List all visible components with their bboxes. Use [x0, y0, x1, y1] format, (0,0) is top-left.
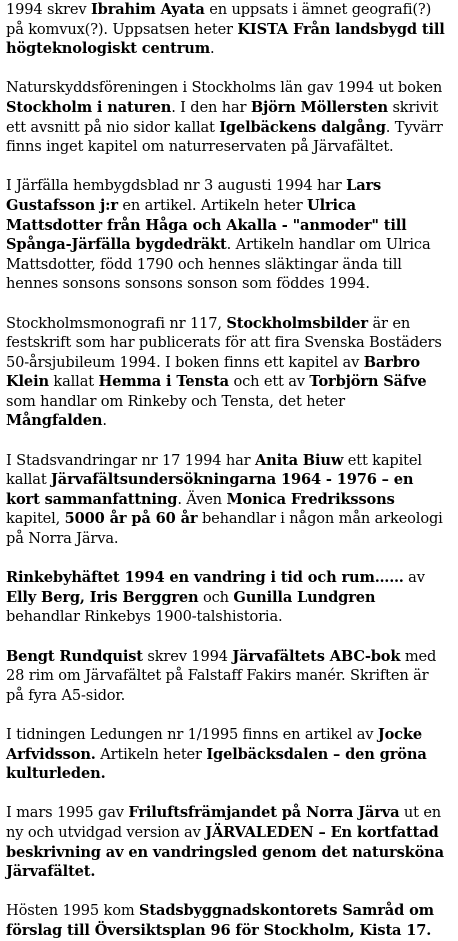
text-run: skrivit ett avsnitt på nio sidor kallat [6, 98, 439, 136]
text-run: kapitel, [6, 510, 65, 528]
bold-text: Friluftsfrämjandet på Norra Järva [128, 804, 400, 822]
text-run: kallat [48, 373, 99, 391]
bold-text: Elly Berg, Iris Berggren [6, 588, 199, 606]
paragraph [6, 451, 450, 549]
paragraph [6, 803, 450, 881]
bold-text: Igelbäcksdalen – den gröna kulturleden. [6, 745, 427, 783]
text-run: I Stadsvandringar nr 17 1994 har [6, 451, 255, 469]
bold-text: KISTA Från landsbygd till högteknologiskt centrum [6, 20, 445, 58]
text-run: Artikeln heter [95, 745, 207, 763]
text-run: är en festskrift som har publicerats för att fira Svenska Bostäders 50-årsjubileum 1994. I boken finns ett kapitel av [6, 314, 442, 371]
bold-text: Torbjörn Säfve [309, 373, 427, 391]
bold-text: Rinkebyhäftet 1994 en vandring i tid och rum…… [6, 569, 404, 587]
text-run: Hösten 1995 kom [6, 902, 140, 920]
bold-text: Ulrica Mattsdotter från Håga och Akalla - "anmoder" till Spånga-Järfälla bygdedräkt [6, 196, 407, 254]
text-run: ett kapitel kallat [6, 451, 422, 489]
bold-text: Stockholm i naturen [6, 98, 172, 116]
bold-text: Ibrahim Ayata [90, 1, 205, 18]
text-run: 1994 skrev [6, 1, 91, 18]
bold-text: Björn Möllersten [250, 98, 388, 116]
text-run: en uppsats i ämnet geografi(?) på komvux(?). Uppsatsen heter [6, 1, 432, 38]
text-run: . Tyvärr finns inget kapitel om naturreservaten på Järvafältet. [6, 118, 443, 156]
paragraph [6, 0, 450, 59]
bold-text: Igelbäckens dalgång [219, 118, 386, 136]
text-run: I tidningen Ledungen nr 1/1995 finns en artikel av [6, 725, 378, 743]
bold-text: Anita Biuw [254, 451, 344, 469]
bold-text: JÄRVALEDEN – En kortfattad beskrivning av en vandringsled genom det natursköna Järvafältet. [6, 823, 444, 881]
paragraph [6, 78, 450, 156]
text-run: och ett av [228, 373, 310, 391]
paragraph [6, 725, 450, 784]
bold-text: Stockholmsbilder [226, 314, 368, 332]
bold-text: Monica Fredrikssons [226, 490, 395, 508]
bold-text: Stadsbyggnadskontorets Samråd om förslag till Översiktsplan 96 för Stockholm, Kista 17. [6, 902, 434, 939]
text-run: behandlar Rinkebys 1900-talshistoria. [6, 608, 283, 626]
text-run: I mars 1995 gav [6, 804, 129, 822]
text-run: av [403, 569, 425, 587]
paragraph [6, 647, 450, 706]
text-run: behandlar i någon mån arkeologi på Norra Järva. [6, 510, 443, 548]
text-run: med 28 rim om Järvafältet på Falstaff Fakirs manér. Skriften är på fyra A5-sidor. [6, 647, 437, 704]
bold-text: Barbro Klein [6, 353, 420, 391]
text-run: en artikel. Artikeln heter [117, 196, 308, 214]
text-run: som handlar om Rinkeby och Tensta, det heter [6, 392, 345, 410]
paragraph [6, 568, 450, 627]
bold-text: 5000 år på 60 år [64, 510, 198, 528]
text-run: . Artikeln handlar om Ulrica Mattsdotter, född 1790 och hennes släktingar ända till hennes sonsons sonsons sonson som föddes 1994. [6, 236, 431, 293]
bold-text: Gunilla Lundgren [233, 588, 376, 606]
bold-text: Bengt Rundquist [6, 647, 143, 665]
bold-text: Hemma i Tensta [98, 373, 229, 391]
text-run: ut en ny och utvidgad version av [6, 804, 442, 841]
bold-text: Mångfalden [6, 412, 103, 430]
paragraph [6, 901, 450, 940]
text-run: och [198, 588, 234, 606]
paragraph [6, 176, 450, 294]
paragraph [6, 314, 450, 432]
text-run: . [102, 412, 107, 430]
bold-text: Jocke Arfvidsson. [6, 725, 423, 763]
bold-text: Järvafältsundersökningarna 1964 - 1976 – en kort sammanfattning [6, 471, 414, 508]
text-run: . [210, 40, 215, 58]
bold-text: Lars Gustafsson j:r [6, 177, 382, 214]
text-run: Stockholmsmonografi nr 117, [6, 314, 227, 332]
text-run: . Även [177, 490, 227, 508]
bold-text: Järvafältets ABC-bok [232, 647, 401, 665]
text-run: . I den har [171, 98, 251, 116]
text-run: skrev 1994 [142, 647, 233, 665]
text-run: I Järfälla hembygdsblad nr 3 augusti 1994 har [6, 177, 347, 195]
text-run: Naturskyddsföreningen i Stockholms län gav 1994 ut boken [6, 79, 443, 97]
